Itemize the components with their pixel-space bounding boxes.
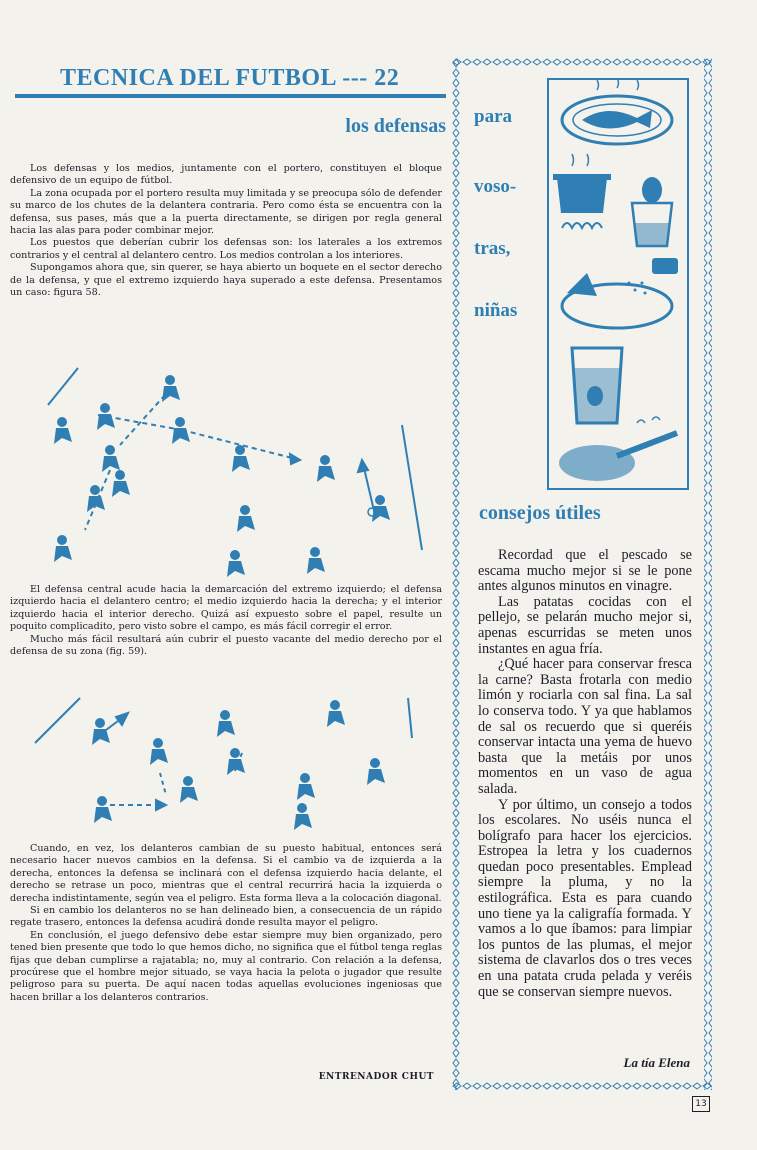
player-figure xyxy=(102,445,120,472)
pen-nib-on-potato-icon xyxy=(559,417,677,481)
player-figure xyxy=(94,796,112,823)
player-figure xyxy=(97,403,115,430)
players xyxy=(92,700,385,830)
intro-text xyxy=(10,163,442,299)
paragraph: Mucho más fácil resultará aún cubrir el puesto vacante del medio derecho por el defensa de su zona (fig. 59). xyxy=(10,633,442,658)
page-number: 13 xyxy=(692,1096,710,1112)
tip-paragraph: Y por último, un consejo a todos los escolares. No uséis nunca el bolígrafo para hacer los ejercicios. Estropea la letra y los cuadernos quedan poco presentables. Emplead siempre la pluma, y no la estilográfica. Esta es para cuando uno tiene ya la caligrafía formada. Y vamos a lo que íbamos: para limpiar los puntos de las plumas, el mejor sistema de clavarlos dos o tres veces en una patata cruda pelada y veréis que se conservan siempre nuevos. xyxy=(478,796,692,1000)
field-line xyxy=(402,425,422,550)
arrowhead xyxy=(156,800,166,810)
player-figure xyxy=(327,700,345,727)
paragraph: Supongamos ahora que, sin querer, se haya abierto un boquete en el sector derecho de la defensa, y que el extremo izquierdo haya superado a este defensa. Presentamos un caso: figura 58. xyxy=(10,262,442,299)
article-signature: ENTRENADOR CHUT xyxy=(318,1072,434,1082)
middle-text xyxy=(10,584,442,658)
paragraph: El defensa central acude hacia la demarcación del extremo izquierdo; el defensa izquierdo hacia el delantero centro; el medio izquierdo hacia la derecha; y el interior izquierdo hacia el interior derecho. Quizá así expuesto sobre el papel, resulte un poquito complicadito, pero visto sobre el campo, es más fácil corregir el error. xyxy=(10,584,442,633)
pass-arrow xyxy=(182,430,300,460)
player-figure xyxy=(217,710,235,737)
article-subtitle: los defensas xyxy=(345,115,446,137)
article-title: TECNICA DEL FUTBOL --- 22 xyxy=(60,65,400,91)
figure-58-diagram xyxy=(10,360,442,585)
sidebar-column xyxy=(452,58,712,1090)
paragraph: Si en cambio los delanteros no se han delineado bien, a consecuencia de un rápido regate trasero, entonces la defensa acudirá donde resulta mayor el peligro. xyxy=(10,905,442,929)
sidebar-word: tras, xyxy=(474,238,511,259)
paragraph: La zona ocupada por el portero resulta muy limitada y se preocupa sólo de defender su marco de los chutes de la delantera contraria. Pero como ésta se encuentra con la defensa, sus pases, más que a la puerta directamente, se dirigen por regla general hacia las alas para poder combinar mejor. xyxy=(10,187,442,237)
tip-paragraph: ¿Qué hacer para conservar fresca la carne? Basta frotarla con medio limón y rociarla con sal fina. La sal lo conserva todo. Y ya que hablamos de sal os recuerdo que si queréis conservar intacta una yema de huevo basta que la metáis por unos momentos en un vaso de agua salada. xyxy=(478,656,692,797)
article-column xyxy=(10,60,446,1090)
paragraph: Los defensas y los medios, juntamente con el portero, constituyen el bloque defensivo de un equipo de fútbol. xyxy=(10,163,442,187)
arrowhead xyxy=(290,454,300,464)
boiling-pot-and-egg-cup-icon xyxy=(553,154,672,246)
paragraph: Los puestos que deberían cubrir los defensas son: los laterales a los extremos contrarios y el central al delantero centro. Los medios controlan a los interiores. xyxy=(10,237,442,261)
player-figure xyxy=(227,550,245,577)
lemon-and-salt-icon xyxy=(562,258,678,328)
player-figure xyxy=(54,417,72,444)
player-figure xyxy=(307,547,325,574)
sidebar-heading: consejos útiles xyxy=(479,502,601,524)
player-figure xyxy=(294,803,312,830)
paragraph: En conclusión, el juego defensivo debe estar siempre muy bien organizado, pero tened bien presente que todo lo que hemos dicho, no significa que el fútbol tenga reglas fijas que deban cumplirse a rajatabla; no, muy al contrario. Con relación a la defensa, procúrese que el hombre mejor situado, se vaya hacia la pelota o jugador que resulte peligroso para su puerta. De aquí nacen todas aquellas evoluciones ingeniosas que hacen brillar a los delanteros contrarios. xyxy=(10,929,442,1003)
player-figure xyxy=(150,738,168,765)
paragraph: Cuando, en vez, los delanteros cambian de su puesto habitual, entonces será necesario hacer nuevos cambios en la defensa. Si el cambio va de izquierda a la derecha, entonces la defensa se inclinará con el defensa izquierdo hacia delante, el derecho se retrase un poco, mientras que el central recurrirá hacia la izquierda o derecha indistintamente, según vea el peligro. Esta forma lleva a la colocación diagonal. xyxy=(10,843,442,904)
figure-59-diagram xyxy=(10,693,442,843)
player-figure xyxy=(112,470,130,497)
tip-paragraph: Recordad que el pescado se escama mucho mejor si se le pone antes algunos minutos en vinagre. xyxy=(478,547,692,595)
sidebar-word: voso- xyxy=(474,176,517,197)
player-figure xyxy=(162,375,180,402)
player-figure xyxy=(180,776,198,803)
player-figure xyxy=(232,445,250,472)
fish-platter-icon xyxy=(562,78,672,144)
players xyxy=(54,375,390,577)
player-figure xyxy=(172,417,190,444)
player-figure xyxy=(92,718,110,745)
arrowhead xyxy=(116,713,128,725)
sidebar-author: La tía Elena xyxy=(623,1055,690,1070)
kitchen-illustrations xyxy=(547,78,689,490)
player-figure xyxy=(54,535,72,562)
player-figure xyxy=(237,505,255,532)
sidebar-word: niñas xyxy=(474,300,518,321)
title-rule xyxy=(15,94,446,98)
tips-text xyxy=(478,548,692,1000)
field-line xyxy=(48,368,78,405)
closing-text xyxy=(10,843,442,1004)
field-line xyxy=(408,698,412,738)
tip-paragraph: Las patatas cocidas con el pellejo, se pelarán mucho mejor si, apenas escurridas se meten unos instantes en agua fría. xyxy=(478,593,692,657)
arrowhead xyxy=(358,460,368,472)
player-figure xyxy=(297,773,315,800)
sidebar-word: para xyxy=(474,106,512,127)
glass-of-water-icon xyxy=(572,348,622,423)
field-line xyxy=(35,698,80,743)
player-figure xyxy=(367,758,385,785)
pass-arrow xyxy=(160,773,166,795)
player-figure xyxy=(317,455,335,482)
